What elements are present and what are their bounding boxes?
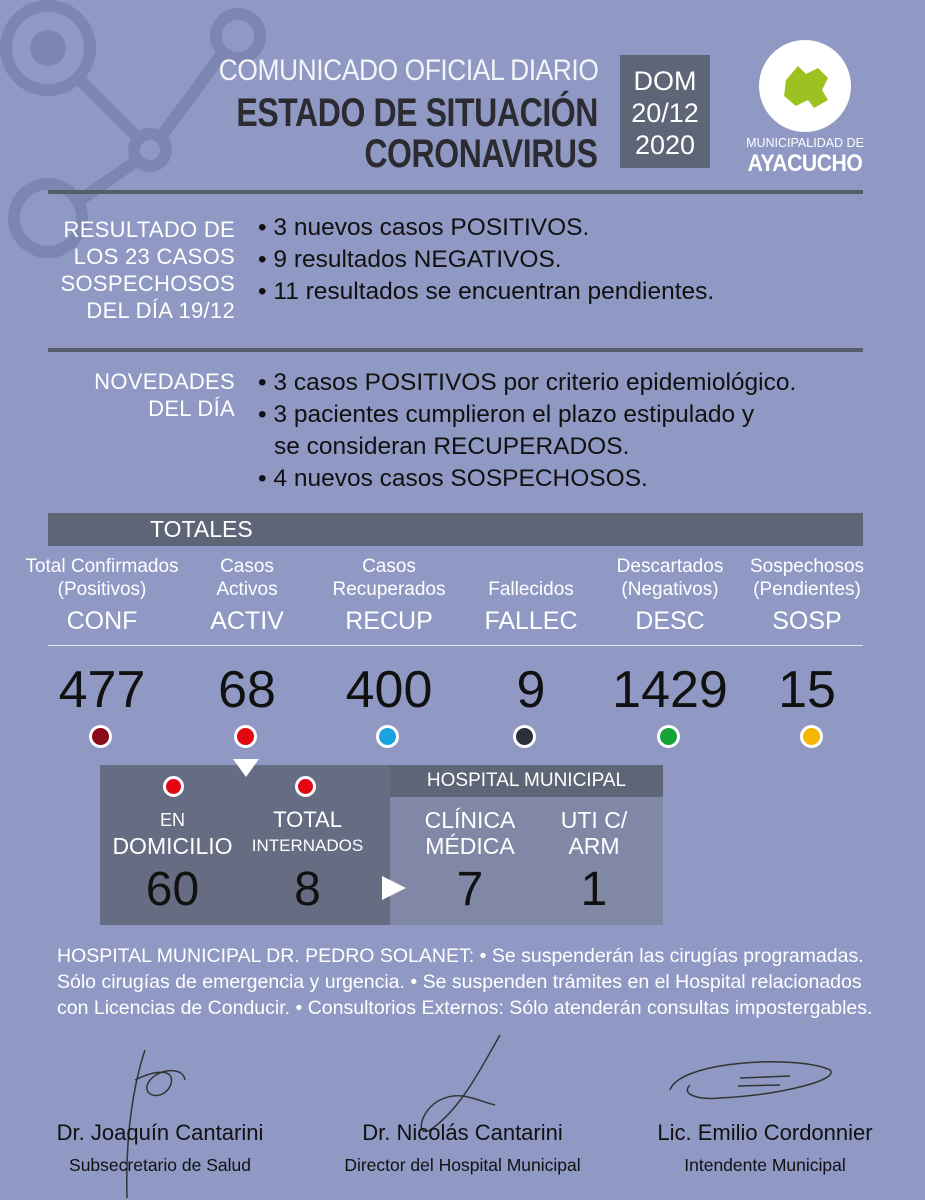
stat-label: Descartados — [616, 556, 724, 577]
stat-code: FALLEC — [484, 607, 578, 635]
stat-code: ACTIV — [210, 607, 284, 635]
stat-label: Sospechosos — [749, 556, 865, 577]
stat-code: RECUP — [345, 607, 433, 635]
stat-label: Total Confirmados — [25, 556, 179, 577]
stat-label: (Negativos) — [621, 579, 719, 600]
date-day-month: 20/12 — [631, 98, 699, 128]
pointer-down-icon — [231, 757, 261, 779]
stat-value-recuperados: 400 — [345, 661, 433, 719]
domicilio-label — [105, 807, 240, 859]
arrow-right-icon — [380, 874, 408, 902]
divider — [48, 348, 863, 352]
list-item: • 11 resultados se encuentran pendientes. — [258, 278, 715, 305]
divider — [48, 645, 863, 646]
uti-label-line: UTI C/ — [560, 807, 628, 833]
status-dot-fallecidos — [513, 725, 536, 748]
stat-label: Activos — [216, 579, 278, 600]
domicilio-label-line: DOMICILIO — [112, 833, 233, 859]
uti-label-line: ARM — [568, 833, 620, 859]
clinica-label-line: MÉDICA — [425, 833, 515, 859]
stat-value-sospechosos: 15 — [778, 661, 836, 719]
domicilio-value: 60 — [145, 863, 200, 916]
logo-emblem-icon — [730, 38, 880, 138]
news-list — [258, 367, 796, 495]
signatory-role: Director del Hospital Municipal — [344, 1155, 581, 1175]
clinica-label-line: CLÍNICA — [424, 807, 516, 833]
signatory-name: Dr. Nicolás Cantarini — [362, 1120, 563, 1145]
list-item: • 3 casos POSITIVOS por criterio epidemiológico. — [258, 369, 797, 396]
date-day: DOM — [633, 66, 697, 96]
uti-label — [530, 807, 658, 859]
logo-name: AYACUCHO — [747, 150, 863, 177]
title-line-1: COMUNICADO OFICIAL DIARIO — [218, 54, 598, 87]
stat-value-fallecidos: 9 — [516, 661, 546, 719]
date-year: 2020 — [634, 130, 696, 160]
stat-value-confirmados: 477 — [58, 661, 146, 719]
internados-label-line: INTERNADOS — [251, 836, 364, 855]
date-box — [620, 55, 710, 168]
totals-header — [48, 513, 863, 546]
stat-code: CONF — [66, 607, 138, 635]
stat-label: Casos — [362, 556, 416, 577]
news-label — [94, 368, 235, 422]
results-label-line: LOS 23 CASOS — [73, 244, 235, 269]
hospital-notice: HOSPITAL MUNICIPAL DR. PEDRO SOLANET: • Se suspenderán las cirugías programadas. Sólo cirugías de emergencia y urgencia. • Se suspenden trámites en el Hospital relacionados con Licencias de Conducir. • Consultorios Externos: Sólo atenderán consultas impostergables. — [57, 945, 873, 1019]
status-dot-recuperados — [376, 725, 399, 748]
stat-sospechosos — [722, 555, 892, 636]
stat-label: Casos — [220, 556, 274, 577]
signatory-name: Lic. Emilio Cordonnier — [657, 1120, 873, 1145]
signatory-role: Intendente Municipal — [684, 1155, 846, 1175]
list-item: • 4 nuevos casos SOSPECHOSOS. — [258, 465, 648, 492]
results-label-line: SOSPECHOSOS — [60, 271, 235, 296]
stat-code: SOSP — [772, 607, 842, 635]
internados-value: 8 — [294, 863, 321, 916]
results-list — [258, 212, 714, 308]
status-dot-internados — [295, 776, 316, 797]
results-label-line: DEL DÍA 19/12 — [86, 298, 235, 323]
internados-label-line: TOTAL — [273, 807, 342, 832]
results-label — [61, 216, 235, 324]
stat-label: (Positivos) — [57, 579, 147, 600]
list-item: • 3 nuevos casos POSITIVOS. — [258, 214, 590, 241]
stat-label: (Pendientes) — [753, 579, 861, 600]
stat-code: DESC — [635, 607, 705, 635]
totals-heading: TOTALES — [150, 516, 253, 542]
internados-label — [240, 807, 375, 859]
status-dot-confirmados — [89, 725, 112, 748]
domicilio-label-line: EN — [159, 810, 185, 830]
stat-value-activos: 68 — [218, 661, 276, 719]
status-dot-sospechosos — [800, 725, 823, 748]
stat-label: Recuperados — [332, 579, 446, 600]
status-dot-domicilio — [163, 776, 184, 797]
stat-label: Fallecidos — [488, 579, 574, 600]
logo-subtitle: MUNICIPALIDAD DE — [746, 136, 864, 150]
signatory-role: Subsecretario de Salud — [69, 1155, 251, 1175]
results-label-line: RESULTADO DE — [63, 217, 235, 242]
news-label-line: NOVEDADES — [94, 369, 235, 394]
clinica-label — [405, 807, 535, 859]
title-line-3: CORONAVIRUS — [364, 132, 598, 176]
title-line-2: ESTADO DE SITUACIÓN — [236, 91, 598, 135]
municipality-logo — [730, 38, 880, 178]
clinica-value: 7 — [456, 863, 484, 916]
list-item: se consideran RECUPERADOS. — [274, 433, 630, 460]
signature-3 — [660, 1050, 840, 1110]
status-dot-descartados — [657, 725, 680, 748]
list-item: • 9 resultados NEGATIVOS. — [258, 246, 562, 273]
news-label-line: DEL DÍA — [148, 396, 235, 421]
uti-value: 1 — [580, 863, 608, 916]
status-dot-activos — [234, 725, 257, 748]
stat-value-descartados: 1429 — [612, 661, 728, 719]
hospital-header: HOSPITAL MUNICIPAL — [390, 765, 663, 797]
signatory-name: Dr. Joaquín Cantarini — [56, 1120, 264, 1145]
list-item: • 3 pacientes cumplieron el plazo estipulado y — [258, 401, 755, 428]
divider — [48, 190, 863, 194]
